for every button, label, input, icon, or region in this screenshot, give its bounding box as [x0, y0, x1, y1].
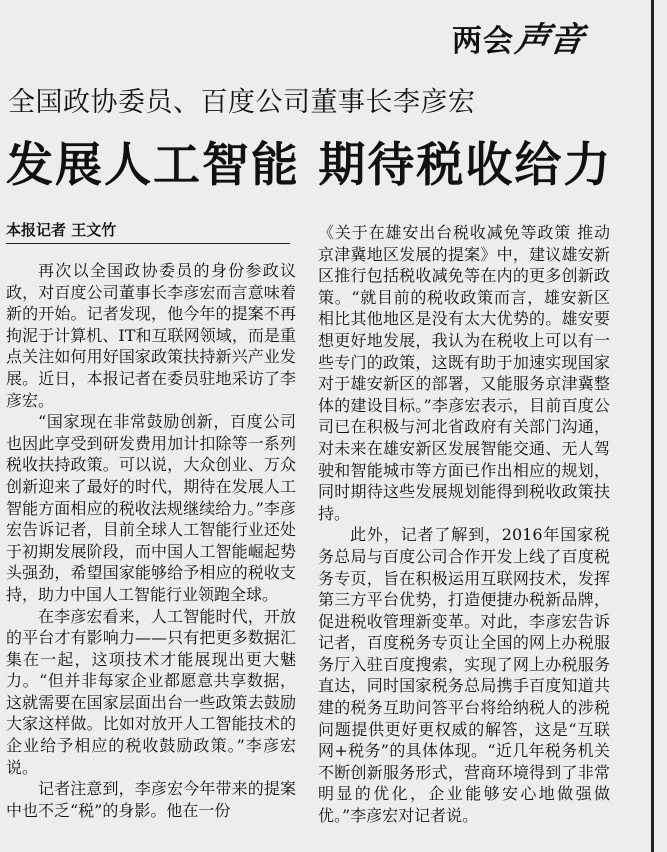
paragraph: 此外，记者了解到，2016年国家税务总局与百度公司合作开发上线了百度税务专页，旨在积极运用互联网技术，发挥第三方平台优势，打造便捷办税新品牌，促进税收管理新变革。对此，李彦宏告诉记者，百度税务专页让全国的网上办税服务厅入驻百度搜索，实现了网上办税服务直达，同时国家税务总局携手百度知道共建的税务互助问答平台将给纳税人的涉税问题提供更好更权威的解答，这是“互联网+税务”的具体体现。“近几年税务机关不断创新服务形式，营商环境得到了非常明显的优化，企业能够安心地做强做优。”李彦宏对记者说。 — [318, 525, 610, 826]
headline: 发展人工智能 期待税收给力 — [6, 138, 613, 193]
paragraph: 再次以全国政协委员的身份参政议政，对百度公司董事长李彦宏而言意味着新的开始。记者发现，他今年的提案不再拘泥于计算机、IT和互联网领域，而是重点关注如何用好国家政策扶持新兴产业发展。近日，本报记者在委员驻地采访了李彦宏。 — [6, 261, 296, 410]
paragraph: 记者注意到，李彦宏今年带来的提案中也不乏“税”的身影。他在一份 — [6, 779, 296, 820]
paragraph: 在李彦宏看来，人工智能时代，开放的平台才有影响力——只有把更多数据汇集在一起，这项技术才能展现出更大魅力。“但并非每家企业都愿意共享数据，这就需要在国家层面出台一些政策去鼓励大家这样做。比如对放开人工智能技术的企业给予相应的税收鼓励政策。”李彦宏说。 — [6, 606, 296, 777]
paragraph: 《关于在雄安出台税收减免等政策 推动京津冀地区发展的提案》中，建议雄安新区推行包括税收减免等在内的更多创新政策。“就目前的税收政策而言，雄安新区相比其他地区是没有太大优势的。雄安要想更好地发展，我认为在税收上可以有一些专门的政策，这既有助于加速实现国家对于雄安新区的部署，又能服务京津冀整体的建设目标。”李彦宏表示，目前百度公司已在积极与河北省政府有关部门沟通，对未来在雄安新区发展智能交通、无人驾驶和智能城市等方面已作出相应的规划，同时期待这些发展规划能得到税收政策扶持。 — [318, 223, 610, 523]
left-column — [6, 260, 296, 821]
right-column-rule — [651, 0, 654, 852]
column-header-script: 声音 — [512, 20, 587, 60]
column-header — [452, 12, 587, 60]
byline: 本报记者 王文竹 — [6, 219, 290, 244]
kicker: 全国政协委员、百度公司董事长李彦宏 — [8, 87, 476, 118]
paragraph: “国家现在非常鼓励创新，百度公司也因此享受到研发费用加计扣除等一系列税收扶持政策。可以说，大众创业、万众创新迎来了最好的时代，期待在发展人工智能方面相应的税收法规继续给力。”李彦宏告诉记者，目前全球人工智能行业还处于初期发展阶段，而中国人工智能崛起势头强劲，希望国家能够给予相应的税收支持，助力中国人工智能行业领跑全球。 — [6, 412, 296, 604]
column-header-plain: 两会 — [452, 24, 514, 59]
right-column — [318, 222, 610, 827]
